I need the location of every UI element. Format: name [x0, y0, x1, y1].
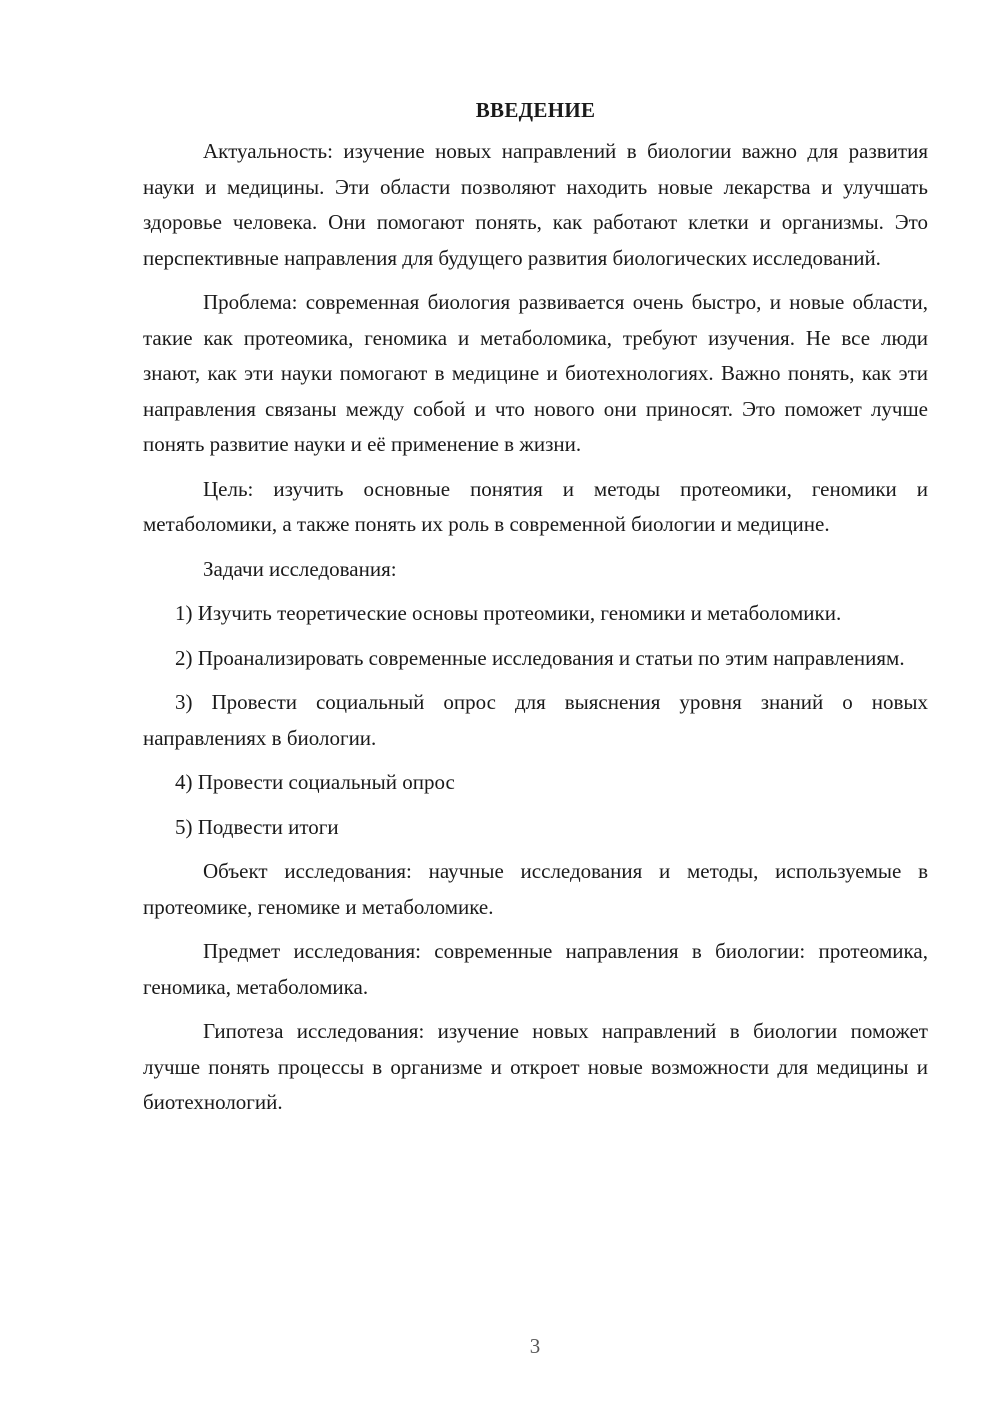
task-item-3: 3) Провести социальный опрос для выяснения уровня знаний о новых направлениях в биологии.: [143, 690, 928, 750]
task-item-5: 5) Подвести итоги: [175, 814, 339, 839]
task-item-4: 4) Провести социальный опрос: [175, 770, 455, 794]
task-item-2: 2) Проанализировать современные исследования и статьи по этим направлениям.: [175, 645, 905, 670]
document-page: [143, 96, 928, 1130]
section-title: ВВЕДЕНИЕ: [475, 98, 596, 122]
page-number: 3: [529, 1334, 541, 1358]
object-paragraph: Объект исследования: научные исследования и методы, используемые в протеомике, геномике и метаболомике.: [143, 859, 928, 919]
task-item-1: 1) Изучить теоретические основы протеомики, геномики и метаболомики.: [175, 601, 842, 625]
relevance-paragraph: Актуальность: изучение новых направлений в биологии важно для развития науки и медицины. Эти области позволяют находить новые лекарства и улучшать здоровье человека. Они помогают понять, как работают клетки и организмы. Это перспективные направления для будущего развития биологических исследований.: [143, 139, 928, 270]
hypothesis-paragraph: Гипотеза исследования: изучение новых направлений в биологии поможет лучше понять процессы в организме и откроет новые возможности для медицины и биотехнологий.: [143, 1019, 928, 1114]
goal-paragraph: Цель: изучить основные понятия и методы протеомики, геномики и метаболомики, а также понять их роль в современной биологии и медицине.: [143, 476, 928, 536]
subject-paragraph: Предмет исследования: современные направления в биологии: протеомика, геномика, метаболомика.: [143, 939, 928, 999]
problem-paragraph: Проблема: современная биология развивается очень быстро, и новые области, такие как протеомика, геномика и метаболомика, требуют изучения. Не все люди знают, как эти науки помогают в медицине и биотехнологиях. Важно понять, как эти направления связаны между собой и что нового они приносят. Это поможет лучше понять развитие науки и её применение в жизни.: [143, 290, 928, 456]
tasks-heading: Задачи исследования:: [203, 556, 397, 581]
